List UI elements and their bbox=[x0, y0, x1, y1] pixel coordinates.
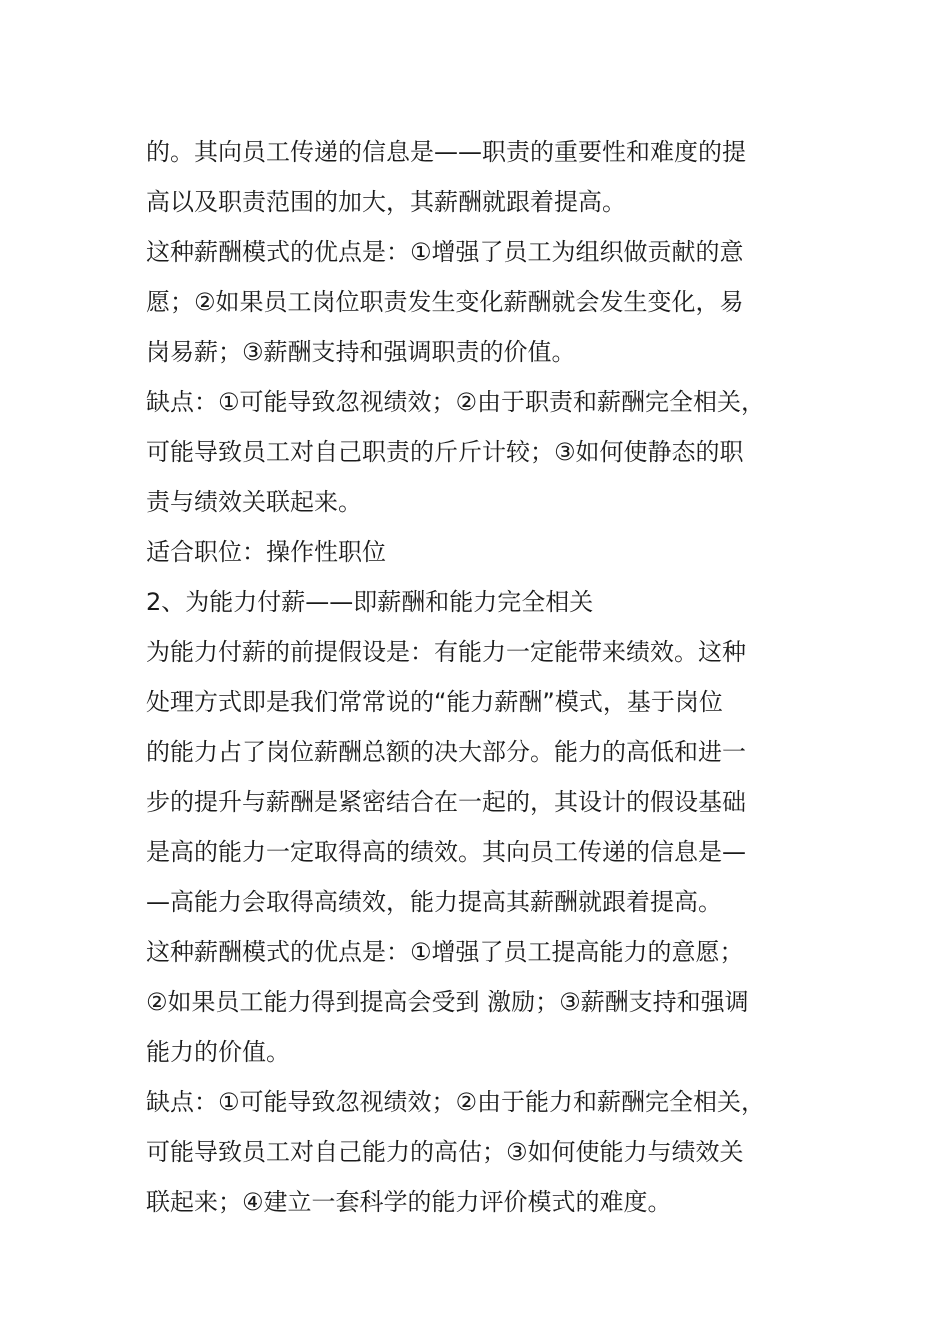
text-line: 这种薪酬模式的优点是：①增强了员工提高能力的意愿； bbox=[146, 938, 744, 966]
paragraph-suitable-positions bbox=[146, 527, 806, 577]
text-line: ②如果员工能力得到提高会受到 激励；③薪酬支持和强调 bbox=[146, 988, 749, 1016]
section-heading-pay-for-ability bbox=[146, 577, 806, 627]
text-line: 高以及职责范围的加大，其薪酬就跟着提高。 bbox=[146, 188, 626, 216]
text-line: 是高的能力一定取得高的绩效。其向员工传递的信息是— bbox=[146, 838, 746, 866]
paragraph-disadvantages-job-pay bbox=[146, 377, 806, 527]
heading-line: 2、为能力付薪——即薪酬和能力完全相关 bbox=[146, 588, 594, 616]
text-line: 为能力付薪的前提假设是：有能力一定能带来绩效。这种 bbox=[146, 638, 746, 666]
text-line: 缺点：①可能导致忽视绩效；②由于职责和薪酬完全相关， bbox=[146, 388, 766, 416]
text-line: 联起来；④建立一套科学的能力评价模式的难度。 bbox=[146, 1188, 672, 1216]
text-line: 的。其向员工传递的信息是——职责的重要性和难度的提 bbox=[146, 138, 746, 166]
text-line: 这种薪酬模式的优点是：①增强了员工为组织做贡献的意 bbox=[146, 238, 744, 266]
text-line: 适合职位：操作性职位 bbox=[146, 538, 386, 566]
text-line: 的能力占了岗位薪酬总额的决大部分。能力的高低和进一 bbox=[146, 738, 746, 766]
paragraph-advantages-job-pay bbox=[146, 227, 806, 377]
text-line: 缺点：①可能导致忽视绩效；②由于能力和薪酬完全相关， bbox=[146, 1088, 766, 1116]
paragraph-advantages-ability-pay bbox=[146, 927, 806, 1077]
text-line: 责与绩效关联起来。 bbox=[146, 488, 362, 516]
paragraph-disadvantages-ability-pay bbox=[146, 1077, 806, 1227]
text-line: —高能力会取得高绩效，能力提高其薪酬就跟着提高。 bbox=[146, 888, 722, 916]
text-line: 岗易薪；③薪酬支持和强调职责的价值。 bbox=[146, 338, 576, 366]
text-line: 能力的价值。 bbox=[146, 1038, 290, 1066]
text-line: 步的提升与薪酬是紧密结合在一起的，其设计的假设基础 bbox=[146, 788, 746, 816]
text-line: 愿；②如果员工岗位职责发生变化薪酬就会发生变化，易 bbox=[146, 288, 744, 316]
text-line: 处理方式即是我们常常说的“能力薪酬”模式，基于岗位 bbox=[146, 688, 723, 716]
text-line: 可能导致员工对自己能力的高估；③如何使能力与绩效关 bbox=[146, 1138, 744, 1166]
text-line: 可能导致员工对自己职责的斤斤计较；③如何使静态的职 bbox=[146, 438, 744, 466]
document-body bbox=[146, 127, 806, 1227]
paragraph-conclusion-job-pay bbox=[146, 127, 806, 227]
paragraph-ability-pay-premise bbox=[146, 627, 806, 927]
